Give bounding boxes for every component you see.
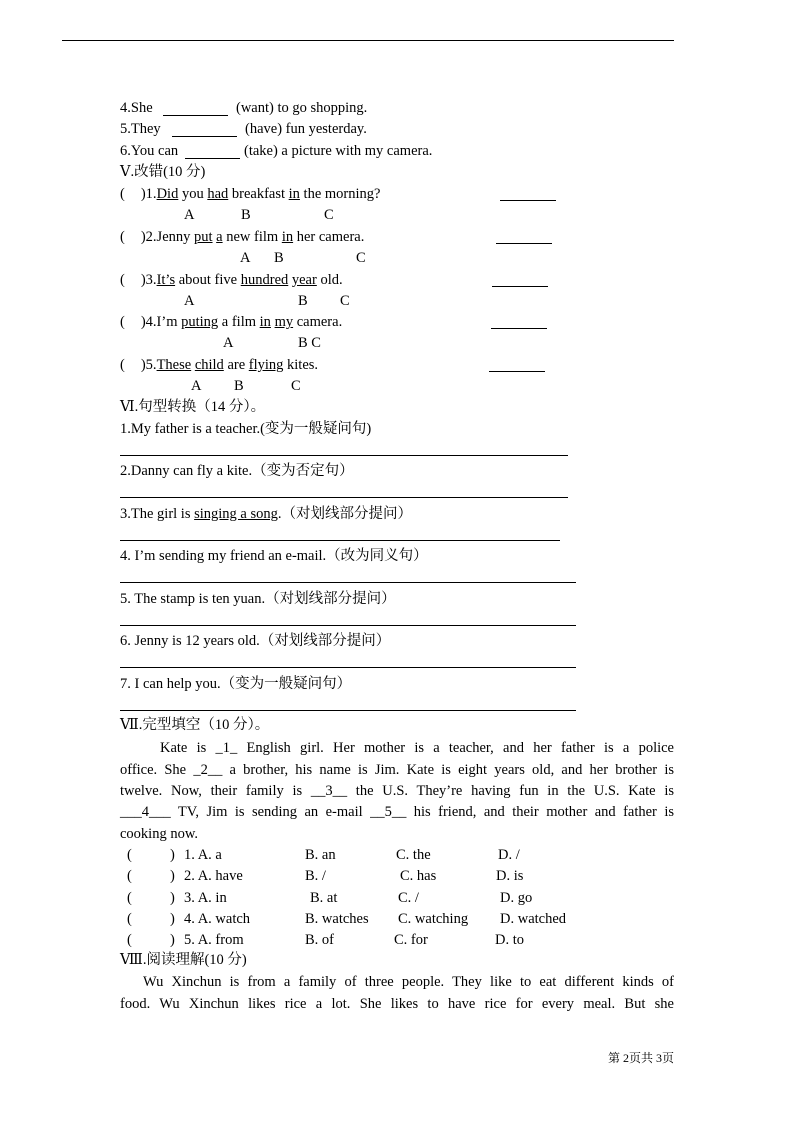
- underlined-part-a: puting: [181, 314, 219, 330]
- passage-line: cooking now.: [120, 826, 198, 842]
- option-letter: A: [223, 335, 234, 351]
- option-letter: A: [240, 250, 251, 266]
- fill-hint: (want) to go shopping.: [236, 100, 368, 116]
- answer-line[interactable]: [120, 455, 568, 456]
- fill-blank[interactable]: [172, 135, 237, 137]
- item-number: )3.: [140, 272, 157, 288]
- option-letter: A: [184, 293, 195, 309]
- paren-open: (: [127, 890, 132, 906]
- text: new film: [222, 229, 282, 245]
- paren-open: (: [120, 314, 125, 330]
- transform-item: [120, 420, 371, 438]
- underlined-part-b: hundred: [240, 272, 289, 288]
- option-letter: C: [324, 207, 334, 223]
- section-title: Ⅶ.完型填空（10 分）。: [120, 717, 270, 733]
- text: 2.Danny can fly a kite.（变为否定句）: [120, 463, 354, 479]
- fill-item-5: 5.They: [120, 121, 161, 137]
- option-b: B. of: [305, 932, 334, 948]
- underlined-part-b: a: [216, 229, 223, 245]
- error-item: [120, 356, 318, 374]
- option-c: C. has: [400, 868, 437, 884]
- header-rule: [62, 40, 674, 41]
- answer-slot[interactable]: [140, 910, 166, 928]
- correction-blank[interactable]: [489, 371, 545, 372]
- option-c: C. watching: [398, 911, 469, 927]
- answer-slot[interactable]: [140, 931, 166, 949]
- option-c: C. for: [394, 932, 428, 948]
- correction-blank[interactable]: [496, 243, 552, 244]
- option-a: 1. A. a: [184, 847, 222, 863]
- section-title: Ⅴ.改错(10 分): [120, 164, 206, 180]
- section-title: Ⅵ.句型转换（14 分）。: [120, 399, 266, 415]
- item-number: )2.Jenny: [140, 229, 195, 245]
- option-b: B. /: [305, 868, 326, 884]
- error-item: [120, 228, 364, 246]
- text: 4. I’m sending my friend an e-mail.（改为同义句）: [120, 548, 428, 564]
- option-c: C. the: [396, 847, 431, 863]
- text: her camera.: [293, 229, 365, 245]
- text: 1.My father is a teacher.(变为一般疑问句): [120, 421, 372, 437]
- item-number: )1.: [140, 186, 157, 202]
- item-number: )5.: [140, 357, 157, 373]
- option-b: B. watches: [305, 911, 369, 927]
- option-letter: A: [184, 207, 195, 223]
- underlined-part-a: Did: [156, 186, 179, 202]
- paren-close: ): [170, 932, 175, 948]
- paren-open: (: [127, 911, 132, 927]
- correction-blank[interactable]: [500, 200, 556, 201]
- item-number: )4.I’m: [140, 314, 182, 330]
- option-d: D. to: [495, 932, 524, 948]
- answer-slot[interactable]: [140, 867, 166, 885]
- answer-line[interactable]: [120, 667, 576, 668]
- paren-close: ): [170, 911, 175, 927]
- option-c: C. /: [398, 890, 419, 906]
- paren-open: (: [120, 229, 125, 245]
- text: about five: [175, 272, 241, 288]
- fill-blank[interactable]: [185, 157, 240, 159]
- transform-item: [120, 675, 351, 693]
- text: camera.: [293, 314, 343, 330]
- underlined-part-c: flying: [248, 357, 284, 373]
- option-d: D. is: [496, 868, 524, 884]
- option-d: D. /: [498, 847, 520, 863]
- correction-blank[interactable]: [491, 328, 547, 329]
- underlined-part-b: in: [259, 314, 271, 330]
- text: a film: [218, 314, 260, 330]
- transform-item: [120, 590, 396, 608]
- option-b: B. an: [305, 847, 336, 863]
- text: you: [178, 186, 208, 202]
- underlined-part-c: year: [291, 272, 317, 288]
- option-letter: C: [356, 250, 366, 266]
- paren-close: ): [170, 868, 175, 884]
- paren-open: (: [120, 357, 125, 373]
- text: the morning?: [299, 186, 381, 202]
- underlined-part-c: in: [281, 229, 294, 245]
- answer-line[interactable]: [120, 582, 576, 583]
- option-d: D. watched: [500, 911, 567, 927]
- text: 3.The girl is: [120, 506, 195, 522]
- paren-close: ): [170, 890, 175, 906]
- passage-line: Kate is _1_ English girl. Her mother is a teacher, and her father is a police: [160, 740, 674, 756]
- paren-open: (: [127, 847, 132, 863]
- section-title: Ⅷ.阅读理解(10 分): [120, 952, 247, 968]
- text: are: [223, 357, 249, 373]
- paren-open: (: [127, 932, 132, 948]
- text: .（对划线部分提问）: [277, 506, 413, 522]
- passage-line: Wu Xinchun is from a family of three people. They like to eat different kinds of: [143, 974, 674, 990]
- option-letter: C: [291, 378, 301, 394]
- underlined-part-c: my: [274, 314, 294, 330]
- fill-item-6: 6.You can: [120, 143, 179, 159]
- fill-blank[interactable]: [163, 114, 228, 116]
- underlined-part-c: in: [288, 186, 300, 202]
- option-letter: B C: [298, 335, 321, 351]
- answer-slot[interactable]: [140, 889, 166, 907]
- paren-close: ): [170, 847, 175, 863]
- option-letter: B: [274, 250, 284, 266]
- transform-item: [120, 547, 428, 565]
- text: 5. The stamp is ten yuan.（对划线部分提问）: [120, 591, 396, 607]
- transform-item: [120, 505, 412, 523]
- text: 6. Jenny is 12 years old.（对划线部分提问）: [120, 633, 391, 649]
- text: old.: [316, 272, 343, 288]
- option-d: D. go: [500, 890, 533, 906]
- underlined-part-a: These: [156, 357, 192, 373]
- answer-slot[interactable]: [140, 846, 166, 864]
- option-a: 3. A. in: [184, 890, 227, 906]
- passage-line: office. She _2__ a brother, his name is Jim. Kate is eight years old, and her brother is: [120, 762, 674, 778]
- underlined-part-a: put: [194, 229, 213, 245]
- passage-line: twelve. Now, their family is __3__ the U.S. They’re having fun in the U.S. Kate is: [120, 783, 674, 799]
- option-letter: A: [191, 378, 202, 394]
- error-item: [120, 185, 380, 203]
- transform-item: [120, 632, 390, 650]
- passage-line: ___4___ TV, Jim is sending an e-mail __5__ his friend, and their mother and father is: [120, 804, 674, 820]
- fill-hint: (take) a picture with my camera.: [244, 143, 433, 159]
- option-a: 2. A. have: [184, 868, 243, 884]
- page-footer: 第 2页共 3页: [608, 1051, 675, 1065]
- option-letter: B: [298, 293, 308, 309]
- text: 7. I can help you.（变为一般疑问句）: [120, 676, 352, 692]
- fill-item-4: 4.She: [120, 100, 153, 116]
- underlined-part-b: child: [194, 357, 224, 373]
- underlined-part-b: had: [207, 186, 229, 202]
- option-letter: B: [234, 378, 244, 394]
- option-letter: B: [241, 207, 251, 223]
- answer-line[interactable]: [120, 625, 576, 626]
- paren-open: (: [127, 868, 132, 884]
- answer-line[interactable]: [120, 540, 560, 541]
- error-item: [120, 313, 342, 331]
- correction-blank[interactable]: [492, 286, 548, 287]
- underlined-part-a: It’s: [156, 272, 176, 288]
- answer-line[interactable]: [120, 710, 576, 711]
- transform-item: [120, 462, 354, 480]
- option-a: 5. A. from: [184, 932, 244, 948]
- passage-line: food. Wu Xinchun likes rice a lot. She likes to have rice for every meal. But she: [120, 996, 674, 1012]
- paren-open: (: [120, 272, 125, 288]
- fill-hint: (have) fun yesterday.: [245, 121, 367, 137]
- error-item: [120, 271, 343, 289]
- paren-open: (: [120, 186, 125, 202]
- underlined-part: singing a song: [194, 506, 278, 522]
- text: breakfast: [228, 186, 289, 202]
- option-b: B. at: [310, 890, 338, 906]
- option-a: 4. A. watch: [184, 911, 251, 927]
- text: kites.: [283, 357, 319, 373]
- option-letter: C: [340, 293, 350, 309]
- answer-line[interactable]: [120, 497, 568, 498]
